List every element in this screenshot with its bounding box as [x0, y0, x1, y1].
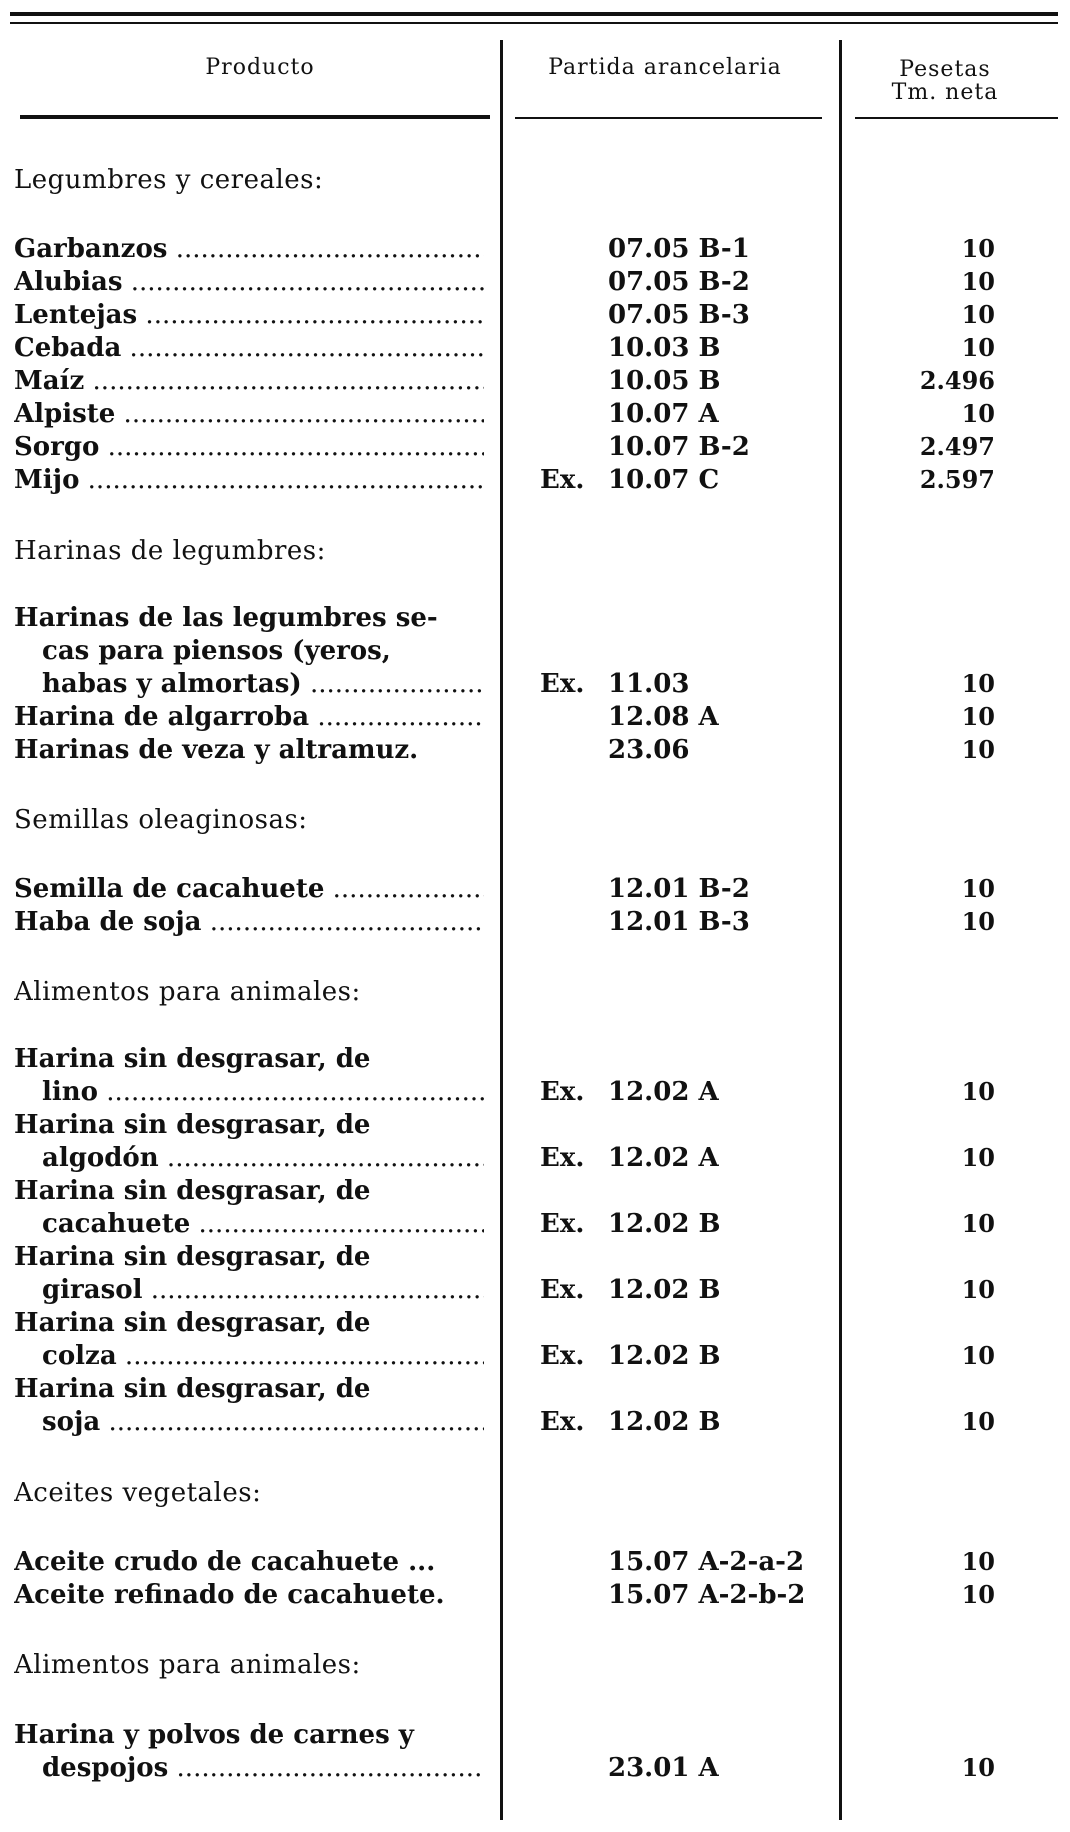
header-pesetas-line2: Tm. neta: [891, 80, 999, 105]
table-row: [0, 634, 1070, 668]
producto-cell: Semilla de cacahuete .....: [14, 872, 484, 906]
producto-cell: Legumbres y cereales:: [14, 165, 324, 195]
producto-cell: girasol .....: [42, 1273, 484, 1307]
table-row: [0, 601, 1070, 635]
producto-cell: habas y almortas) .....: [42, 667, 484, 701]
partida-cell: 23.01 A: [608, 1753, 719, 1783]
table-row: [0, 905, 1070, 939]
ex-prefix: Ex.: [540, 1077, 585, 1107]
partida-cell: 12.01 B-3: [608, 907, 750, 937]
table-row: [0, 163, 1070, 197]
partida-cell: 23.06: [608, 735, 690, 765]
table-row: [0, 1578, 1070, 1612]
table-row: [0, 1240, 1070, 1274]
producto-cell: Alpiste .....: [14, 397, 484, 431]
producto-cell: Alubias .....: [14, 265, 484, 299]
producto-cell: cacahuete .....: [42, 1207, 484, 1241]
pesetas-cell: 2.496: [919, 366, 995, 395]
table-row: [0, 331, 1070, 365]
table-row: [0, 1405, 1070, 1439]
producto-cell: Haba de soja .....: [14, 905, 484, 939]
partida-cell: 15.07 A-2-b-2: [608, 1580, 806, 1610]
producto-cell: Harina sin desgrasar, de: [14, 1308, 371, 1338]
table-row: [0, 667, 1070, 701]
pesetas-cell: 10: [961, 1275, 995, 1304]
producto-cell: Harina sin desgrasar, de: [14, 1242, 371, 1272]
header-rule-producto: [20, 115, 490, 119]
table-row: [0, 733, 1070, 767]
pesetas-cell: 10: [961, 1580, 995, 1609]
top-rule-thin: [10, 22, 1058, 24]
table-row: [0, 1372, 1070, 1406]
table-row: [0, 1648, 1070, 1682]
pesetas-cell: 10: [961, 669, 995, 698]
table-row: [0, 1306, 1070, 1340]
partida-cell: 12.02 B: [608, 1407, 721, 1437]
producto-cell: Harina sin desgrasar, de: [14, 1044, 371, 1074]
producto-cell: Semillas oleaginosas:: [14, 805, 308, 835]
header-partida: Partida arancelaria: [548, 55, 782, 80]
table-row: [0, 430, 1070, 464]
top-rule: [10, 12, 1058, 16]
partida-cell: 10.03 B: [608, 333, 721, 363]
pesetas-cell: 2.597: [919, 465, 995, 494]
producto-cell: soja .....: [42, 1405, 484, 1439]
partida-cell: 12.02 B: [608, 1209, 721, 1239]
table-row: [0, 1545, 1070, 1579]
producto-cell: Cebada .....: [14, 331, 484, 365]
table-row: [0, 1075, 1070, 1109]
partida-cell: 12.01 B-2: [608, 874, 750, 904]
pesetas-cell: 10: [961, 333, 995, 362]
table-row: [0, 1339, 1070, 1373]
table-row: [0, 298, 1070, 332]
partida-cell: 12.02 B: [608, 1275, 721, 1305]
pesetas-cell: 10: [961, 1341, 995, 1370]
ex-prefix: Ex.: [540, 669, 585, 699]
table-row: [0, 1141, 1070, 1175]
pesetas-cell: 10: [961, 1407, 995, 1436]
pesetas-cell: 10: [961, 907, 995, 936]
table-row: [0, 1174, 1070, 1208]
partida-cell: 10.07 C: [608, 465, 720, 495]
header-rule-partida: [515, 117, 822, 119]
producto-cell: Harinas de legumbres:: [14, 536, 326, 566]
partida-cell: 12.02 A: [608, 1077, 719, 1107]
producto-cell: Harina de algarroba .....: [14, 700, 484, 734]
producto-cell: Lentejas .....: [14, 298, 484, 332]
table-row: [0, 1108, 1070, 1142]
pesetas-cell: 2.497: [919, 432, 995, 461]
ex-prefix: Ex.: [540, 1209, 585, 1239]
producto-cell: Harinas de las legumbres se-: [14, 603, 438, 633]
producto-cell: despojos .....: [42, 1751, 484, 1785]
header-rule-pesetas: [855, 117, 1058, 119]
producto-cell: Aceites vegetales:: [14, 1478, 262, 1508]
table-row: [0, 364, 1070, 398]
producto-cell: Alimentos para animales:: [14, 1650, 361, 1680]
pesetas-cell: 10: [961, 1143, 995, 1172]
producto-cell: Sorgo .....: [14, 430, 484, 464]
table-row: [0, 232, 1070, 266]
partida-cell: 12.02 A: [608, 1143, 719, 1173]
pesetas-cell: 10: [961, 1753, 995, 1782]
partida-cell: 07.05 B-1: [608, 234, 750, 264]
pesetas-cell: 10: [961, 234, 995, 263]
pesetas-cell: 10: [961, 702, 995, 731]
producto-cell: Harina sin desgrasar, de: [14, 1176, 371, 1206]
table-row: [0, 1207, 1070, 1241]
ex-prefix: Ex.: [540, 1275, 585, 1305]
producto-cell: Harina sin desgrasar, de: [14, 1374, 371, 1404]
producto-cell: Mijo .....: [14, 463, 484, 497]
producto-cell: Harina y polvos de carnes y: [14, 1720, 414, 1750]
producto-cell: Harinas de veza y altramuz.: [14, 735, 419, 765]
table-row: [0, 1476, 1070, 1510]
pesetas-cell: 10: [961, 267, 995, 296]
producto-cell: colza .....: [42, 1339, 484, 1373]
pesetas-cell: 10: [961, 300, 995, 329]
producto-cell: Aceite crudo de cacahuete ...: [14, 1547, 436, 1577]
pesetas-cell: 10: [961, 874, 995, 903]
producto-cell: Harina sin desgrasar, de: [14, 1110, 371, 1140]
ex-prefix: Ex.: [540, 1407, 585, 1437]
table-row: [0, 872, 1070, 906]
pesetas-cell: 10: [961, 1077, 995, 1106]
ex-prefix: Ex.: [540, 465, 585, 495]
ex-prefix: Ex.: [540, 1341, 585, 1371]
producto-cell: Alimentos para animales:: [14, 977, 361, 1007]
table-row: [0, 265, 1070, 299]
producto-cell: algodón .....: [42, 1141, 484, 1175]
partida-cell: 12.02 B: [608, 1341, 721, 1371]
producto-cell: Garbanzos .....: [14, 232, 484, 266]
header-pesetas-line1: Pesetas: [899, 57, 991, 82]
partida-cell: 15.07 A-2-a-2: [608, 1547, 805, 1577]
pesetas-cell: 10: [961, 1547, 995, 1576]
ex-prefix: Ex.: [540, 1143, 585, 1173]
table-row: [0, 1273, 1070, 1307]
table-row: [0, 397, 1070, 431]
table-row: [0, 1042, 1070, 1076]
table-row: [0, 975, 1070, 1009]
producto-cell: Maíz .....: [14, 364, 484, 398]
pesetas-cell: 10: [961, 735, 995, 764]
partida-cell: 07.05 B-2: [608, 267, 750, 297]
table-row: [0, 1718, 1070, 1752]
partida-cell: 11.03: [608, 669, 690, 699]
table-row: [0, 700, 1070, 734]
table-row: [0, 803, 1070, 837]
producto-cell: cas para piensos (yeros,: [42, 636, 391, 666]
table-row: [0, 463, 1070, 497]
partida-cell: 07.05 B-3: [608, 300, 750, 330]
partida-cell: 10.05 B: [608, 366, 721, 396]
partida-cell: 12.08 A: [608, 702, 719, 732]
producto-cell: lino .....: [42, 1075, 484, 1109]
partida-cell: 10.07 A: [608, 399, 719, 429]
header-producto: Producto: [205, 55, 315, 80]
pesetas-cell: 10: [961, 1209, 995, 1238]
partida-cell: 10.07 B-2: [608, 432, 750, 462]
table-row: [0, 534, 1070, 568]
pesetas-cell: 10: [961, 399, 995, 428]
producto-cell: Aceite refinado de cacahuete.: [14, 1580, 445, 1610]
table-row: [0, 1751, 1070, 1785]
